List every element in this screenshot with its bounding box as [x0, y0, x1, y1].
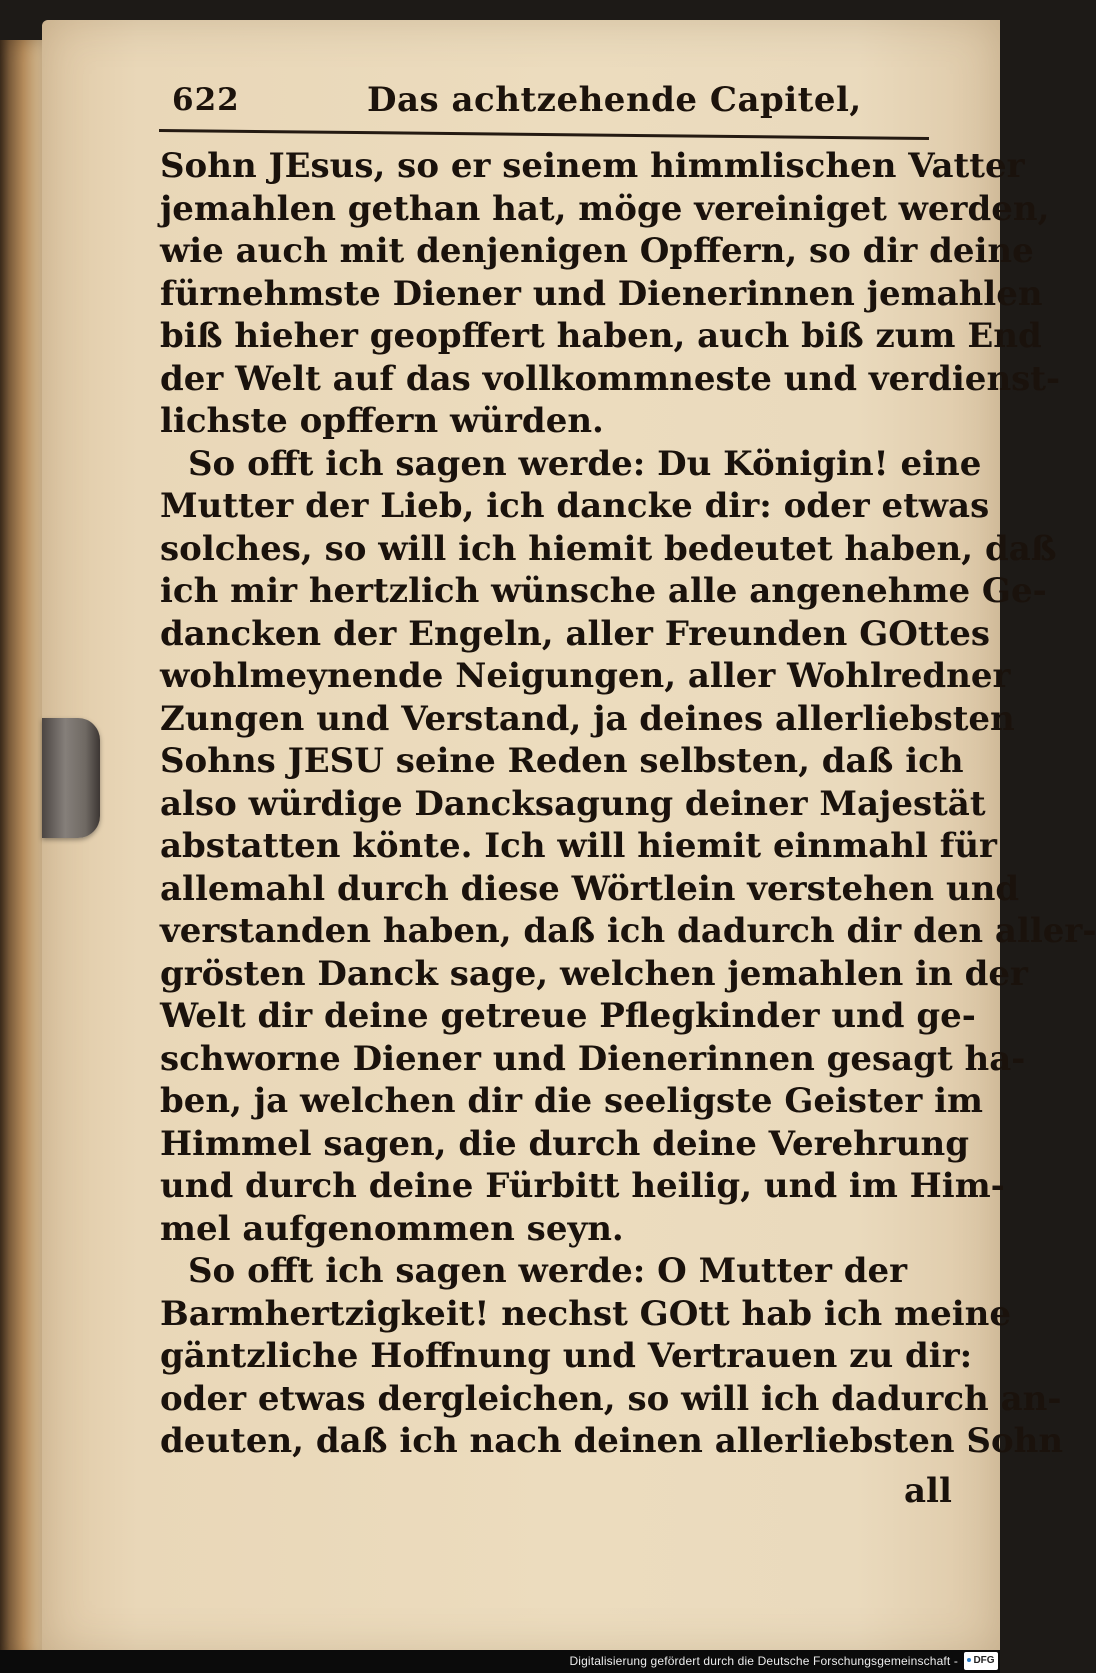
bookmark-clip	[42, 718, 100, 838]
text-line: abstatten könte. Ich will hiemit einmahl für	[160, 826, 997, 866]
text-line: Himmel sagen, die durch deine Verehrung	[160, 1123, 969, 1164]
page-header	[172, 78, 952, 138]
text-line: wie auch mit denjenigen Opffern, so dir deine	[160, 231, 1034, 271]
dfg-logo	[964, 1652, 998, 1670]
text-line: ich mir hertzlich wünsche alle angenehme Ge-	[160, 571, 1047, 611]
text-line: lichste opffern würden.	[160, 401, 604, 441]
dfg-credit-text: Digitalisierung gefördert durch die Deutsche Forschungsgemeinschaft -	[569, 1654, 958, 1668]
digitization-footer	[0, 1650, 1000, 1673]
text-line: allemahl durch diese Wörtlein verstehen und	[160, 868, 1020, 909]
text-line: verstanden haben, daß ich dadurch dir den aller-	[160, 911, 1096, 951]
paragraph-start-line: So offt ich sagen werde: O Mutter der	[188, 1251, 908, 1291]
text-line: ben, ja welchen dir die seeligste Geister im	[160, 1081, 984, 1121]
text-line: Welt dir deine getreue Pflegkinder und ge-	[160, 996, 976, 1036]
text-line: Zungen und Verstand, ja deines allerliebsten	[160, 698, 1015, 739]
text-line: Barmhertzigkeit! nechst GOtt hab ich meine	[160, 1293, 1011, 1334]
text-line: schworne Diener und Dienerinnen gesagt ha-	[160, 1038, 1026, 1079]
book-page	[42, 20, 1096, 1655]
text-line: Sohn JEsus, so er seinem himmlischen Vatter	[160, 146, 1025, 186]
running-head: Das achtzehende Capitel,	[367, 80, 862, 120]
page-number: 622	[172, 82, 240, 118]
text-line: oder etwas dergleichen, so will ich dadurch an-	[160, 1378, 1062, 1419]
text-line: Sohns JESU seine Reden selbsten, daß ich	[160, 741, 964, 781]
text-line: solches, so will ich hiemit bedeutet haben, daß	[160, 528, 1057, 569]
paragraph-start-line: So offt ich sagen werde: Du Königin! eine	[188, 443, 982, 484]
text-line: fürnehmste Diener und Dienerinnen jemahlen	[160, 273, 1043, 314]
dfg-logo-mark	[967, 1658, 971, 1662]
text-line: Mutter der Lieb, ich dancke dir: oder etwas	[160, 486, 990, 526]
text-line: deuten, daß ich nach deinen allerliebsten Sohn	[160, 1421, 1064, 1461]
text-line: und durch deine Fürbitt heilig, und im Him-	[160, 1166, 1005, 1206]
text-line: also würdige Dancksagung deiner Majestät	[160, 783, 986, 824]
text-line: dancken der Engeln, aller Freunden GOttes	[160, 613, 991, 654]
text-line: grösten Danck sage, welchen jemahlen in der	[160, 953, 1028, 994]
text-line: mel aufgenommen seyn.	[160, 1208, 624, 1249]
text-line: gäntzliche Hoffnung und Vertrauen zu dir:	[160, 1336, 973, 1376]
body-text	[160, 145, 1096, 1463]
text-line: wohlmeynende Neigungen, aller Wohlredner	[160, 656, 1011, 696]
catchword: all	[904, 1471, 952, 1511]
dfg-logo-text: DFG	[973, 1655, 995, 1666]
text-line: jemahlen gethan hat, möge vereiniget werden,	[160, 188, 1050, 229]
text-line: der Welt auf das vollkommneste und verdienst-	[160, 358, 1061, 399]
text-line: biß hieher geopffert haben, auch biß zum End	[160, 316, 1042, 356]
